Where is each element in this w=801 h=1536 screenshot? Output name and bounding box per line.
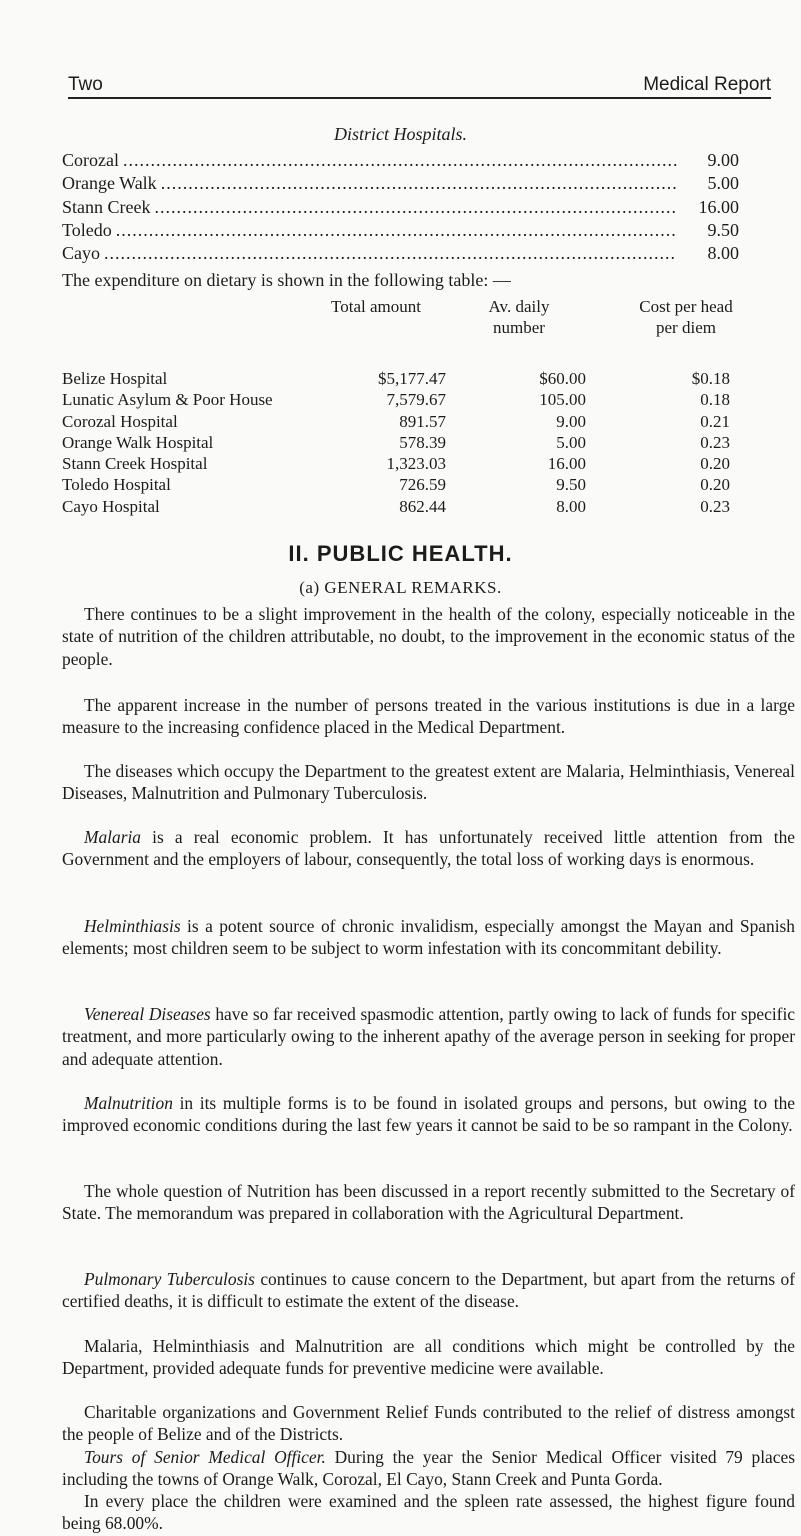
table-row: Belize Hospital $5,177.47 $60.00 $0.18 [62, 369, 730, 388]
paragraph: There continues to be a slight improvement in the health of the colony, especially noticeable in the state of nutrition of the children attributable, no doubt, to the improvement in the economic status of the people. [62, 604, 795, 669]
running-title: Medical Report [643, 74, 771, 95]
paragraph: The whole question of Nutrition has been discussed in a report recently submitted to the Secretary of State. The memorandum was prepared in collaboration with the Agricultural Department. [62, 1181, 795, 1224]
dietary-intro: The expenditure on dietary is shown in the following table: — [62, 270, 511, 290]
header-total: Total amount [331, 297, 421, 316]
table-row: Corozal Hospital 891.57 9.00 0.21 [62, 411, 730, 431]
header-avg: Av. daily number [488, 297, 550, 337]
table-row: Stann Creek Hospital 1,323.03 16.00 0.20 [62, 454, 730, 474]
paragraph: Pulmonary Tuberculosis continues to cause concern to the Department, but apart from the returns of certified deaths, it is difficult to estimate the extent of the disease. [62, 1269, 795, 1312]
list-item: Corozal ..... 9.00 [62, 150, 739, 173]
paragraph: Helminthiasis is a potent source of chronic invalidism, especially amongst the Mayan and Spanish elements; most children seem to be subject to worm infestation with its concommitant debility. [62, 916, 795, 959]
list-item: Toledo ..... 9.50 [62, 220, 739, 243]
paragraph: Charitable organizations and Government Relief Funds contributed to the relief of distress amongst the people of Belize and of the Districts. [62, 1402, 795, 1445]
body-text [62, 0, 795, 1536]
table-row: Orange Walk Hospital 578.39 5.00 0.23 [62, 432, 730, 452]
paragraph: Venereal Diseases have so far received spasmodic attention, partly owing to lack of funds for specific treatment, and more particularly owing to the inherent apathy of the average person in seeking for proper and adequate attention. [62, 1004, 795, 1069]
table-row: Toledo Hospital 726.59 9.50 0.20 [62, 475, 730, 495]
paragraph: The apparent increase in the number of persons treated in the various institutions is due in a large measure to the increasing confidence placed in the Medical Department. [62, 695, 795, 738]
district-hospitals-title: District Hospitals. [333, 124, 467, 144]
list-item: Cayo ..... 8.00 [62, 243, 739, 266]
list-item: Orange Walk ..... 5.00 [62, 173, 739, 196]
paragraph: Malaria is a real economic problem. It has unfortunately received little attention from the Government and the employers of labour, consequently, the total loss of working days is enormous. [62, 827, 795, 870]
paragraph: Malnutrition in its multiple forms is to be found in isolated groups and persons, but owing to the improved economic conditions during the last few years it cannot be said to be so rampant in the Colony. [62, 1093, 795, 1136]
section-subheading: (a) GENERAL REMARKS. [299, 578, 502, 597]
header-cost: Cost per head per diem [639, 297, 733, 337]
page-number: Two [68, 74, 103, 95]
paragraph: In every place the children were examined and the spleen rate assessed, the highest figure found being 68.00%. [62, 1491, 795, 1534]
table-row: Lunatic Asylum & Poor House 7,579.67 105.00 0.18 [62, 390, 730, 410]
paragraph: The diseases which occupy the Department to the greatest extent are Malaria, Helminthiasis, Venereal Diseases, Malnutrition and Pulmonary Tuberculosis. [62, 761, 795, 804]
list-item: Stann Creek ..... 16.00 [62, 197, 739, 220]
paragraph: Tours of Senior Medical Officer. During the year the Senior Medical Officer visited 79 places including the towns of Orange Walk, Corozal, El Cayo, Stann Creek and Punta Gorda. [62, 1447, 795, 1490]
section-heading: II. PUBLIC HEALTH. [288, 541, 513, 566]
paragraph: Malaria, Helminthiasis and Malnutrition are all conditions which might be controlled by the Department, provided adequate funds for preventive medicine were available. [62, 1336, 795, 1379]
table-row: Cayo Hospital 862.44 8.00 0.23 [62, 496, 730, 516]
